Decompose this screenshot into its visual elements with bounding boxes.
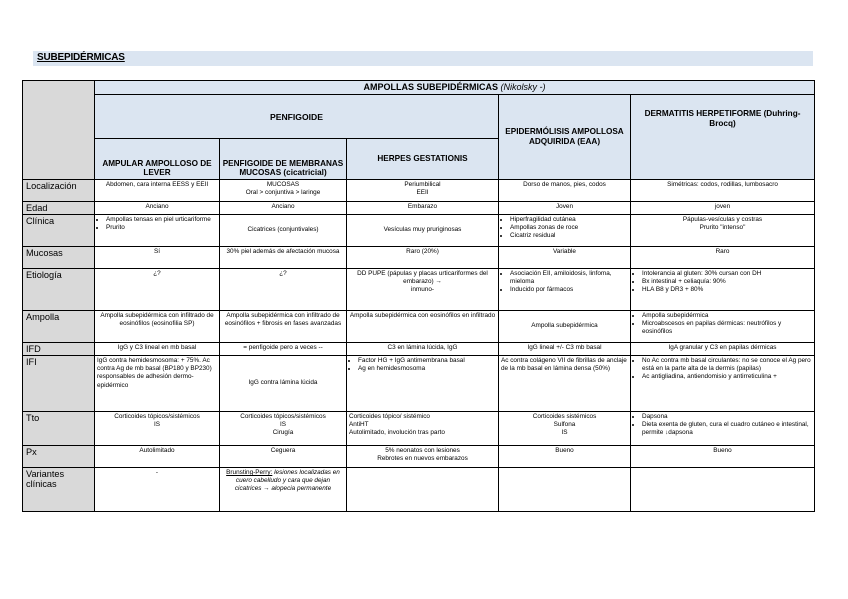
col-header-dh: DERMATITIS HERPETIFORME (Duhring-Brocq) — [631, 95, 815, 180]
cell-clinica-2: Cicatrices (conjuntivales) — [220, 215, 347, 247]
col-header-herpes: HERPES GESTATIONIS — [347, 139, 499, 180]
cell-tto-5 — [631, 412, 815, 446]
section-title-background — [33, 51, 813, 66]
penfigoide-header: PENFIGOIDE — [95, 95, 499, 139]
list-item: • Dapsona — [642, 413, 812, 421]
row-label-px: Px — [23, 446, 95, 468]
cell-variantes-4 — [499, 468, 631, 512]
cell-ifi-4: Ac contra colágeno VII de fibrillas de anclaje de la mb basal en lámina densa (50%) — [499, 356, 631, 412]
cell-variantes-1: - — [95, 468, 220, 512]
cell-text: Periumbilical — [404, 181, 441, 188]
col-header-mucosas: PENFIGOIDE DE MEMBRANAS MUCOSAS (cicatricial) — [220, 139, 347, 180]
list-item: • Inducido por fármacos — [510, 286, 628, 294]
cell-text: 5% neonatos con lesiones — [385, 447, 460, 454]
cell-text: Pápulas-vesículas y costras — [682, 216, 763, 223]
cell-localizacion-5: Simétricas: codos, rodillas, lumbosacro — [631, 180, 815, 202]
cell-edad-4: Joven — [499, 202, 631, 215]
cell-px-4: Bueno — [499, 446, 631, 468]
main-header-suffix: (Nikolsky -) — [500, 82, 546, 92]
cell-variantes-5 — [631, 468, 815, 512]
row-label-ifd: IFD — [23, 343, 95, 356]
cell-ifd-5: IgA granular y C3 en papilas dérmicas — [631, 343, 815, 356]
cell-ampolla-2: Ampolla subepidérmica con infiltrado de eosinófilos + fibrosis en fases avanzadas — [220, 311, 347, 343]
list-item: • Microabscesos en papilas dérmicas: neutrófilos y eosinófilos — [642, 320, 812, 336]
cell-text: Corticoides sistémicos — [532, 413, 597, 420]
cell-text: EEII — [416, 189, 429, 197]
cell-ifi-3 — [347, 356, 499, 412]
row-label-etiologia: Etiología — [23, 269, 95, 311]
cell-edad-1: Anciano — [95, 202, 220, 215]
cell-edad-5: joven — [631, 202, 815, 215]
cell-etiologia-1: ¿? — [95, 269, 220, 311]
cell-text: Sulfona — [553, 421, 576, 429]
list-item: • Dieta exenta de gluten, cura el cuadro cutáneo e intestinal, permite ↓dapsona — [642, 421, 812, 437]
cell-clinica-4 — [499, 215, 631, 247]
cell-text: Corticoides tópicos/sistémicos — [240, 413, 326, 420]
cell-mucosas-5: Raro — [631, 247, 815, 269]
cell-localizacion-1: Abdomen, cara interna EESS y EEII — [95, 180, 220, 202]
list-item: • Ag en hemidesmosoma — [358, 365, 496, 373]
row-label-variantes: Variantes clínicas — [23, 468, 95, 512]
cell-ifd-1: IgG y C3 lineal en mb basal — [95, 343, 220, 356]
list-item: • Ac antigliadina, antiendomisio y antirreticulina + — [642, 373, 812, 381]
cell-tto-4 — [499, 412, 631, 446]
cell-edad-3: Embarazo — [347, 202, 499, 215]
cell-text: AntiHT — [349, 421, 369, 429]
cell-etiologia-3 — [347, 269, 499, 311]
corner-cell — [23, 81, 95, 180]
row-label-mucosas: Mucosas — [23, 247, 95, 269]
main-header — [95, 81, 815, 95]
cell-text: inmuno- — [410, 286, 435, 294]
cell-text: IS — [279, 421, 287, 429]
cell-ampolla-5 — [631, 311, 815, 343]
list-item: • Asociación EII, amiloidosis, linfoma, mieloma — [510, 270, 628, 286]
cell-edad-2: Anciano — [220, 202, 347, 215]
cell-ampolla-4: Ampolla subepidérmica — [499, 311, 631, 343]
cell-ifi-5 — [631, 356, 815, 412]
cell-ampolla-3: Ampolla subepidérmica con eosinófilos en infiltrado — [347, 311, 499, 343]
list-item: • Ampollas tensas en piel urticariforme — [106, 216, 217, 224]
cell-px-3 — [347, 446, 499, 468]
variant-name: Brunsting-Perry: — [226, 469, 273, 476]
cell-mucosas-1: Sí — [95, 247, 220, 269]
cell-px-2: Ceguera — [220, 446, 347, 468]
cell-clinica-3: Vesículas muy pruriginosas — [347, 215, 499, 247]
cell-ifi-1: IgG contra hemidesmosoma: + 75%. Ac contra Ag de mb basal (BP180 y BP230) responsables de adhesión dermo-epidérmico — [95, 356, 220, 412]
cell-mucosas-4: Variable — [499, 247, 631, 269]
list-item: • Factor HG + IgG antimembrana basal — [358, 357, 496, 365]
cell-mucosas-2: 30% piel además de afectación mucosa — [220, 247, 347, 269]
col-header-eaa: EPIDERMÓLISIS AMPOLLOSA ADQUIRIDA (EAA) — [499, 95, 631, 180]
cell-text: Corticoides tópicos/sistémicos — [114, 413, 200, 420]
row-label-tto: Tto — [23, 412, 95, 446]
list-item: • Intolerancia al gluten: 30% cursan con DH — [642, 270, 812, 278]
list-item: • HLA B8 y DR3 + 80% — [642, 286, 812, 294]
cell-px-5: Bueno — [631, 446, 815, 468]
cell-etiologia-4 — [499, 269, 631, 311]
cell-tto-3 — [347, 412, 499, 446]
cell-text: IS — [561, 429, 568, 437]
col-header-ampular: AMPULAR AMPOLLOSO DE LEVER — [95, 139, 220, 180]
cell-clinica-5 — [631, 215, 815, 247]
row-label-edad: Edad — [23, 202, 95, 215]
cell-localizacion-4: Dorso de manos, pies, codos — [499, 180, 631, 202]
comparison-table — [22, 80, 815, 512]
cell-variantes-2 — [220, 468, 347, 512]
variant-description: lesiones localizadas en cuero cabelludo y cara que dejan cicatrices → alopecia permanente — [234, 469, 340, 493]
list-item: • Ampollas zonas de roce — [510, 224, 628, 232]
cell-localizacion-2 — [220, 180, 347, 202]
main-header-text: AMPOLLAS SUBEPIDÉRMICAS — [363, 82, 498, 92]
cell-text: DD PUPE (pápulas y placas urticariformes del embarazo) → — [357, 270, 488, 286]
cell-clinica-1 — [95, 215, 220, 247]
cell-px-1: Autolimitado — [95, 446, 220, 468]
cell-ifd-3: C3 en lámina lúcida, IgG — [347, 343, 499, 356]
cell-ifd-2: = penfigoide pero a veces -- — [220, 343, 347, 356]
cell-ifd-4: IgG lineal +/- C3 mb basal — [499, 343, 631, 356]
list-item: • Hiperfragilidad cutánea — [510, 216, 628, 224]
cell-text: Autolimitado, involución tras parto — [349, 429, 445, 437]
row-label-localizacion: Localización — [23, 180, 95, 202]
cell-ampolla-1: Ampolla subepidérmica con infiltrado de eosinófilos (eosinofilia SP) — [95, 311, 220, 343]
list-item: • Ampolla subepidérmica — [642, 312, 812, 320]
cell-localizacion-3 — [347, 180, 499, 202]
list-item: • Prurito — [106, 224, 217, 232]
cell-text: Oral > conjuntiva > laringe — [245, 189, 321, 197]
cell-text: IS — [153, 421, 161, 429]
cell-mucosas-3: Raro (20%) — [347, 247, 499, 269]
cell-text: MUCOSAS — [266, 181, 300, 188]
list-item: • Bx intestinal + celiaquía: 90% — [642, 278, 812, 286]
cell-etiologia-2: ¿? — [220, 269, 347, 311]
cell-text: Rebrotes en nuevos embarazos — [377, 455, 468, 463]
list-item: • No Ac contra mb basal circulantes: no se conoce el Ag pero está en la parte alta de la dermis (papilas) — [642, 357, 812, 373]
row-label-ifi: IFI — [23, 356, 95, 412]
cell-text: Cirugía — [272, 429, 294, 437]
row-label-clinica: Clínica — [23, 215, 95, 247]
cell-text: Corticoides tópico/ sistémico — [349, 413, 430, 420]
section-title: SUBEPIDÉRMICAS — [37, 52, 125, 63]
cell-text: Prurito "intenso" — [699, 224, 746, 232]
cell-ifi-2: IgG contra lámina lúcida — [220, 356, 347, 412]
row-label-ampolla: Ampolla — [23, 311, 95, 343]
cell-variantes-3 — [347, 468, 499, 512]
list-item: • Cicatriz residual — [510, 232, 628, 240]
cell-tto-2 — [220, 412, 347, 446]
cell-etiologia-5 — [631, 269, 815, 311]
cell-tto-1 — [95, 412, 220, 446]
